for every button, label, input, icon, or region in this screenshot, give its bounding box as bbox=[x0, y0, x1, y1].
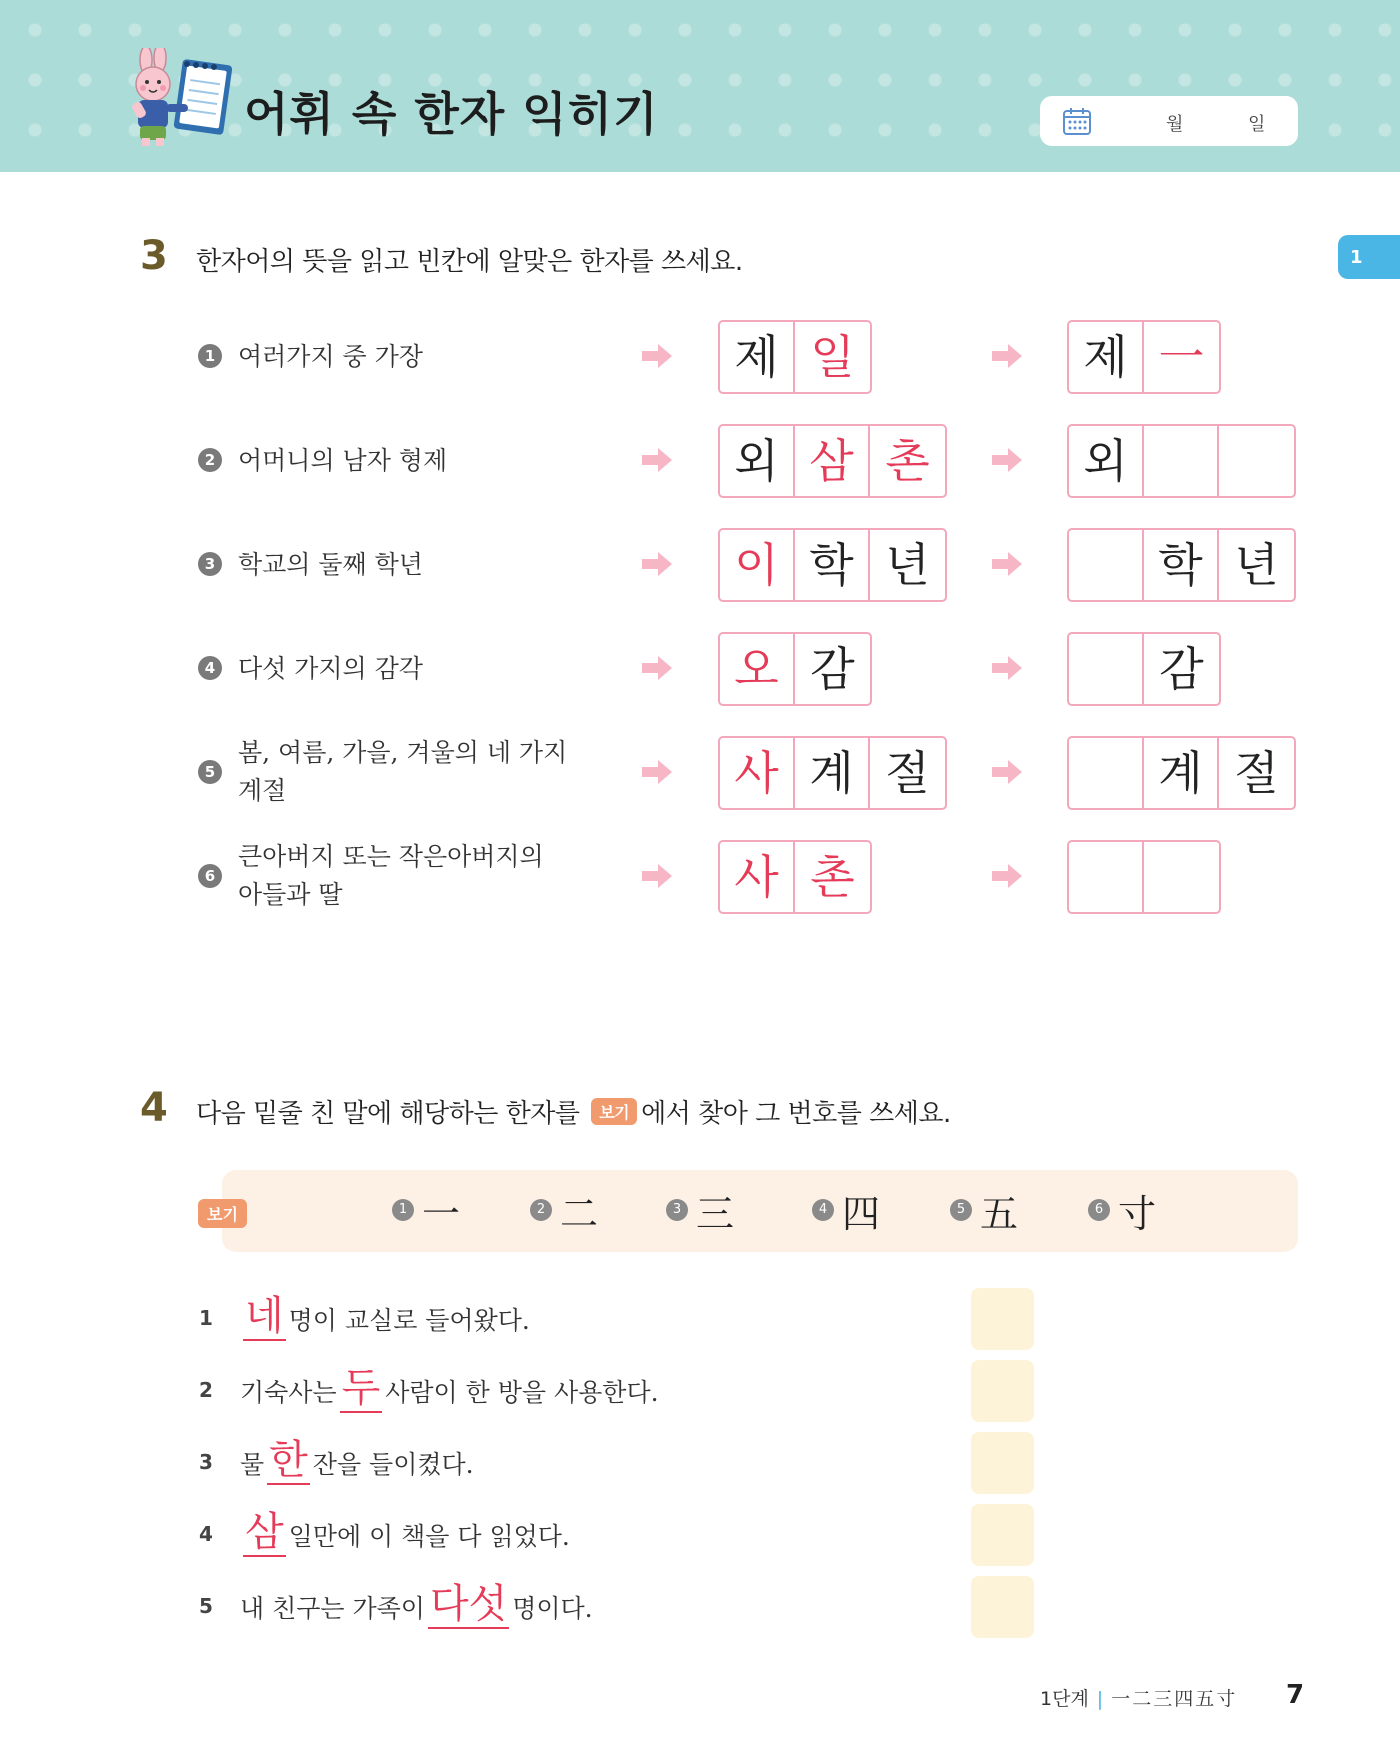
korean-char-cell: 제 bbox=[720, 322, 795, 392]
question-row bbox=[0, 526, 1400, 606]
hanja-answer-boxes bbox=[1067, 632, 1221, 706]
bogi-option bbox=[530, 1190, 599, 1236]
pink-arrow-icon bbox=[990, 550, 1024, 578]
hanja-given-cell: 제 bbox=[1069, 322, 1144, 392]
sentence-post: 명이다. bbox=[512, 1594, 593, 1623]
question-row bbox=[0, 734, 1400, 814]
sentence-row bbox=[0, 1288, 1400, 1352]
sentence-number: 4 bbox=[199, 1522, 213, 1546]
bogi-option bbox=[812, 1190, 881, 1236]
sentence-post: 사람이 한 방을 사용한다. bbox=[385, 1378, 659, 1407]
hanja-answer-boxes bbox=[1067, 424, 1296, 498]
korean-char-cell: 사 bbox=[720, 842, 795, 912]
section4-instruction-post: 에서 찾아 그 번호를 쓰세요. bbox=[641, 1099, 951, 1129]
hanja-given-cell: 감 bbox=[1159, 642, 1204, 696]
question-number: 5 bbox=[198, 760, 222, 784]
question-row bbox=[0, 318, 1400, 398]
bogi-option-hanja: 一 bbox=[422, 1191, 461, 1236]
bogi-label: 보기 bbox=[198, 1199, 247, 1228]
sentence-pre: 물 bbox=[240, 1450, 265, 1479]
bogi-option-number: 4 bbox=[812, 1199, 834, 1221]
bogi-option-hanja: 五 bbox=[980, 1191, 1019, 1236]
korean-word-boxes bbox=[718, 320, 872, 394]
hanja-given-cell: 외 bbox=[1069, 426, 1144, 496]
korean-char-cell: 촌 bbox=[810, 850, 855, 904]
question-number: 3 bbox=[198, 552, 222, 576]
section3-instruction: 한자어의 뜻을 읽고 빈칸에 알맞은 한자를 쓰세요. bbox=[196, 247, 743, 277]
korean-char-cell: 계 bbox=[795, 738, 870, 808]
page-header bbox=[0, 0, 1400, 172]
korean-char-cell: 촌 bbox=[885, 434, 930, 488]
hanja-blank-cell[interactable] bbox=[1144, 426, 1219, 496]
sentence-post: 일만에 이 책을 다 읽었다. bbox=[288, 1522, 570, 1551]
question-meaning-line: 계절 bbox=[238, 776, 287, 805]
korean-char-cell: 감 bbox=[810, 642, 855, 696]
hanja-answer-boxes bbox=[1067, 736, 1296, 810]
korean-char-cell: 학 bbox=[795, 530, 870, 600]
hanja-answer-boxes bbox=[1067, 528, 1296, 602]
hanja-given-cell: 절 bbox=[1234, 746, 1279, 800]
date-day-label[interactable]: 일 bbox=[1248, 114, 1266, 135]
question-row bbox=[0, 838, 1400, 918]
question-meaning bbox=[238, 442, 608, 480]
korean-char-cell: 이 bbox=[720, 530, 795, 600]
bogi-option-number: 3 bbox=[666, 1199, 688, 1221]
bogi-option bbox=[392, 1190, 461, 1236]
bogi-inline-badge: 보기 bbox=[591, 1098, 637, 1125]
korean-word-boxes bbox=[718, 632, 872, 706]
pink-arrow-icon bbox=[640, 550, 674, 578]
pink-arrow-icon bbox=[640, 862, 674, 890]
answer-number-box[interactable] bbox=[971, 1504, 1034, 1566]
section3-number: 3 bbox=[140, 233, 168, 279]
question-meaning-line: 어머니의 남자 형제 bbox=[238, 446, 448, 475]
page-title: 어휘 속 한자 익히기 bbox=[244, 87, 659, 141]
rabbit-mascot-icon bbox=[130, 48, 235, 148]
hanja-given-cell: 년 bbox=[1234, 538, 1279, 592]
bogi-option-hanja: 寸 bbox=[1118, 1191, 1157, 1236]
question-meaning-line: 봄, 여름, 가을, 겨울의 네 가지 bbox=[238, 738, 568, 767]
korean-word-boxes bbox=[718, 528, 947, 602]
sentence-text bbox=[240, 1581, 593, 1627]
question-meaning bbox=[238, 546, 608, 584]
question-row bbox=[0, 422, 1400, 502]
hanja-answer-boxes bbox=[1067, 840, 1221, 914]
question-meaning-line: 학교의 둘째 학년 bbox=[238, 550, 423, 579]
question-number: 2 bbox=[198, 448, 222, 472]
korean-word-boxes bbox=[718, 840, 872, 914]
sentence-text bbox=[240, 1365, 659, 1411]
pink-arrow-icon bbox=[990, 446, 1024, 474]
footer-separator: | bbox=[1096, 1688, 1104, 1710]
pink-arrow-icon bbox=[990, 862, 1024, 890]
question-meaning-line: 다섯 가지의 감각 bbox=[238, 654, 423, 683]
korean-char-cell: 사 bbox=[720, 738, 795, 808]
pink-arrow-icon bbox=[640, 342, 674, 370]
section4-instruction bbox=[196, 1093, 951, 1130]
underlined-word: 두 bbox=[341, 1365, 381, 1411]
sentence-number: 5 bbox=[199, 1594, 213, 1618]
bogi-option-number: 6 bbox=[1088, 1199, 1110, 1221]
question-meaning bbox=[238, 838, 608, 914]
answer-number-box[interactable] bbox=[971, 1576, 1034, 1638]
bogi-option-number: 2 bbox=[530, 1199, 552, 1221]
sentence-pre: 내 친구는 가족이 bbox=[240, 1594, 425, 1623]
sentence-row bbox=[0, 1504, 1400, 1568]
korean-word-boxes bbox=[718, 736, 947, 810]
hanja-blank-cell[interactable] bbox=[1069, 842, 1144, 912]
bogi-option-number: 5 bbox=[950, 1199, 972, 1221]
korean-char-cell: 삼 bbox=[795, 426, 870, 496]
question-meaning bbox=[238, 734, 608, 810]
sentence-post: 잔을 들이켰다. bbox=[312, 1450, 474, 1479]
hanja-given-cell: 一 bbox=[1158, 330, 1205, 384]
korean-char-cell: 년 bbox=[885, 538, 930, 592]
underlined-word: 네 bbox=[245, 1293, 284, 1339]
question-meaning-line: 여러가지 중 가장 bbox=[238, 342, 423, 371]
question-meaning-line: 큰아버지 또는 작은아버지의 bbox=[238, 842, 544, 871]
sentence-text bbox=[240, 1509, 570, 1555]
footer-level bbox=[1040, 1684, 1237, 1711]
hanja-blank-cell[interactable] bbox=[1069, 634, 1144, 704]
bogi-option-hanja: 三 bbox=[696, 1191, 735, 1236]
korean-word-boxes bbox=[718, 424, 947, 498]
pink-arrow-icon bbox=[990, 654, 1024, 682]
footer-hanja: 一二三四五寸 bbox=[1111, 1688, 1238, 1710]
question-number: 1 bbox=[198, 344, 222, 368]
sentence-number: 3 bbox=[199, 1450, 213, 1474]
date-month-label[interactable]: 월 bbox=[1166, 114, 1184, 135]
sentence-row bbox=[0, 1576, 1400, 1640]
underlined-word: 삼 bbox=[245, 1509, 284, 1555]
hanja-given-cell: 학 bbox=[1144, 530, 1219, 600]
question-meaning bbox=[238, 338, 608, 376]
footer-level-label: 1단계 bbox=[1040, 1688, 1089, 1710]
hanja-blank-cell[interactable] bbox=[1069, 738, 1144, 808]
underlined-word: 한 bbox=[269, 1437, 308, 1483]
sentence-row bbox=[0, 1360, 1400, 1424]
hanja-answer-boxes bbox=[1067, 320, 1221, 394]
pink-arrow-icon bbox=[990, 758, 1024, 786]
calendar-icon bbox=[1062, 106, 1092, 136]
korean-char-cell: 오 bbox=[720, 634, 795, 704]
section4-number: 4 bbox=[140, 1085, 168, 1131]
question-number: 6 bbox=[198, 864, 222, 888]
hanja-blank-cell[interactable] bbox=[1219, 426, 1294, 496]
sentence-text bbox=[240, 1437, 474, 1483]
korean-char-cell: 절 bbox=[885, 746, 930, 800]
bogi-option bbox=[1088, 1190, 1157, 1236]
chapter-side-tab: 1 bbox=[1338, 235, 1400, 279]
answer-number-box[interactable] bbox=[971, 1288, 1034, 1350]
sentence-row bbox=[0, 1432, 1400, 1496]
question-row bbox=[0, 630, 1400, 710]
korean-char-cell: 외 bbox=[720, 426, 795, 496]
question-number: 4 bbox=[198, 656, 222, 680]
sentence-number: 2 bbox=[199, 1378, 213, 1402]
question-meaning-line: 아들과 딸 bbox=[238, 880, 343, 909]
bogi-option bbox=[666, 1190, 735, 1236]
pink-arrow-icon bbox=[990, 342, 1024, 370]
bogi-option bbox=[950, 1190, 1019, 1236]
bogi-option-hanja: 二 bbox=[560, 1191, 599, 1236]
hanja-blank-cell[interactable] bbox=[1144, 842, 1219, 912]
sentence-post: 명이 교실로 들어왔다. bbox=[288, 1306, 530, 1335]
page-number: 7 bbox=[1286, 1680, 1305, 1710]
bogi-option-number: 1 bbox=[392, 1199, 414, 1221]
sentence-pre: 기숙사는 bbox=[240, 1378, 337, 1407]
answer-number-box[interactable] bbox=[971, 1432, 1034, 1494]
question-meaning bbox=[238, 650, 608, 688]
section4-instruction-pre: 다음 밑줄 친 말에 해당하는 한자를 bbox=[196, 1099, 580, 1129]
sentence-number: 1 bbox=[199, 1306, 213, 1330]
korean-char-cell: 일 bbox=[810, 330, 855, 384]
date-box bbox=[1040, 96, 1298, 146]
pink-arrow-icon bbox=[640, 446, 674, 474]
pink-arrow-icon bbox=[640, 654, 674, 682]
underlined-word: 다섯 bbox=[429, 1581, 508, 1627]
sentence-text bbox=[240, 1293, 530, 1339]
answer-number-box[interactable] bbox=[971, 1360, 1034, 1422]
pink-arrow-icon bbox=[640, 758, 674, 786]
bogi-option-hanja: 四 bbox=[842, 1191, 881, 1236]
hanja-blank-cell[interactable] bbox=[1069, 530, 1144, 600]
hanja-given-cell: 계 bbox=[1144, 738, 1219, 808]
